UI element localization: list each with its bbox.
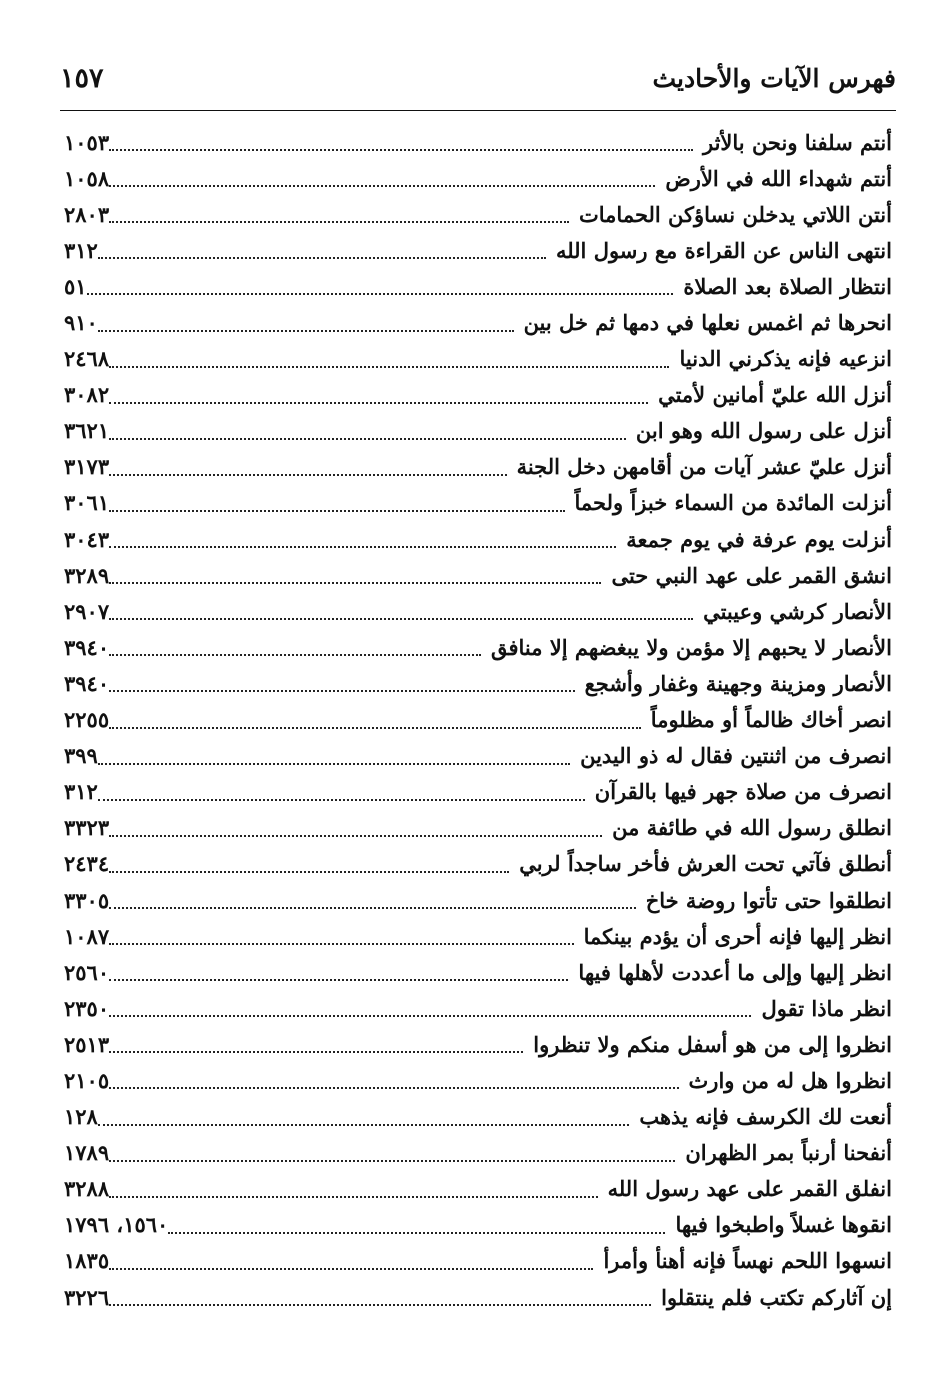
- dot-leader: [109, 1085, 678, 1089]
- entry-text: انتظار الصلاة بعد الصلاة: [683, 273, 892, 299]
- dot-leader: [109, 364, 669, 368]
- index-entry: [64, 810, 892, 846]
- index-entry: [64, 124, 892, 160]
- index-entry: [64, 232, 892, 268]
- index-list: [64, 124, 892, 1315]
- entry-reference-number: ٢٥١٣: [64, 1031, 110, 1057]
- entry-reference-number: ٣٣٠٥: [64, 887, 110, 913]
- entry-text: انطلق رسول الله في طائفة من: [612, 815, 892, 841]
- entry-text: الأنصار لا يحبهم إلا مؤمن ولا يبغضهم إلا منافق: [490, 634, 892, 660]
- entry-reference-number: ٣٢٢٦: [64, 1284, 110, 1310]
- entry-text: أنفحنا أرنباً بمر الظهران: [685, 1140, 892, 1166]
- entry-reference-number: ٢٥٦٠: [64, 959, 110, 985]
- entry-reference-number: ٣٩٩: [64, 743, 98, 769]
- entry-text: أنزلت يوم عرفة في يوم جمعة: [626, 526, 892, 552]
- index-entry: [64, 1279, 892, 1315]
- entry-reference-number: ٣١٢: [64, 779, 98, 805]
- index-entry: [64, 1062, 892, 1098]
- dot-leader: [98, 328, 514, 332]
- dot-leader: [109, 1266, 593, 1270]
- entry-text: انظر ماذا تقول: [761, 995, 892, 1021]
- entry-text: انصرف من صلاة جهر فيها بالقرآن: [594, 779, 892, 805]
- dot-leader: [109, 147, 693, 151]
- index-entry: [64, 449, 892, 485]
- page-number: ١٥٧: [60, 62, 104, 94]
- header-divider: [60, 110, 896, 111]
- dot-leader: [98, 255, 546, 259]
- index-entry: [64, 160, 892, 196]
- entry-text: انقوها غسلاً واطبخوا فيها: [675, 1212, 892, 1238]
- entry-text: إن آثاركم تكتب فلم ينتقلوا: [661, 1284, 892, 1310]
- dot-leader: [109, 472, 506, 476]
- index-entry: [64, 593, 892, 629]
- index-entry: [64, 485, 892, 521]
- entry-reference-number: ١٧٨٩: [64, 1140, 110, 1166]
- dot-leader: [168, 1230, 665, 1234]
- index-entry: [64, 1135, 892, 1171]
- entry-text: انفلق القمر على عهد رسول الله: [607, 1176, 892, 1202]
- entry-reference-number: ٣٢٨٨: [64, 1176, 110, 1202]
- index-entry: [64, 918, 892, 954]
- index-entry: [64, 557, 892, 593]
- entry-text: انزعيه فإنه يذكرني الدنيا: [679, 346, 892, 372]
- entry-reference-number: ٢٨٠٣: [64, 201, 110, 227]
- entry-reference-number: ٢١٠٥: [64, 1067, 110, 1093]
- index-entry: [64, 196, 892, 232]
- entry-text: أنتم سلفنا ونحن بالأثر: [702, 129, 892, 155]
- entry-reference-number: ٣١٢: [64, 237, 98, 263]
- dot-leader: [109, 869, 509, 873]
- dot-leader: [109, 1013, 751, 1017]
- entry-text: انصر أخاك ظالماً أو مظلوماً: [650, 707, 892, 733]
- entry-text: أنعت لك الكرسف فإنه يذهب: [639, 1104, 892, 1130]
- dot-leader: [109, 1049, 523, 1053]
- index-entry: [64, 268, 892, 304]
- entry-text: انتهى الناس عن القراءة مع رسول الله: [555, 237, 892, 263]
- entry-text: انظر إليها وإلى ما أعددت لأهلها فيها: [578, 959, 892, 985]
- dot-leader: [109, 183, 655, 187]
- entry-reference-number: ١٥٦٠، ١٧٩٦: [64, 1212, 169, 1238]
- index-entry: [64, 413, 892, 449]
- dot-leader: [109, 1158, 675, 1162]
- dot-leader: [109, 688, 574, 692]
- entry-reference-number: ٢٤٣٤: [64, 851, 110, 877]
- dot-leader: [109, 436, 626, 440]
- entry-reference-number: ٣٣٢٣: [64, 815, 110, 841]
- index-entry: [64, 1099, 892, 1135]
- entry-reference-number: ٣١٧٣: [64, 454, 110, 480]
- index-entry: [64, 1171, 892, 1207]
- index-entry: [64, 990, 892, 1026]
- index-entry: [64, 1243, 892, 1279]
- index-entry: [64, 521, 892, 557]
- index-entry: [64, 882, 892, 918]
- entry-reference-number: ٥١: [64, 273, 87, 299]
- index-entry: [64, 377, 892, 413]
- dot-leader: [109, 977, 568, 981]
- entry-text: انظروا إلى من هو أسفل منكم ولا تنظروا: [533, 1031, 892, 1057]
- dot-leader: [109, 941, 574, 945]
- entry-text: أنتن اللاتي يدخلن نساؤكن الحمامات: [579, 201, 892, 227]
- dot-leader: [109, 616, 693, 620]
- entry-reference-number: ٢٤٦٨: [64, 346, 110, 372]
- dot-leader: [98, 1122, 630, 1126]
- entry-reference-number: ٢٣٥٠: [64, 995, 110, 1021]
- entry-reference-number: ١٠٥٣: [64, 129, 110, 155]
- entry-reference-number: ٣٠٨٢: [64, 382, 110, 408]
- dot-leader: [87, 291, 674, 295]
- entry-reference-number: ١٠٥٨: [64, 165, 110, 191]
- entry-reference-number: ١٨٣٥: [64, 1248, 110, 1274]
- dot-leader: [109, 544, 616, 548]
- dot-leader: [109, 219, 569, 223]
- index-entry: [64, 1207, 892, 1243]
- entry-reference-number: ٣٦٢١: [64, 418, 110, 444]
- index-entry: [64, 774, 892, 810]
- dot-leader: [98, 797, 585, 801]
- page-title: فهرس الآيات والأحاديث: [652, 63, 896, 93]
- entry-reference-number: ٢٩٠٧: [64, 598, 110, 624]
- index-entry: [64, 702, 892, 738]
- page-header: [60, 58, 896, 98]
- index-entry: [64, 738, 892, 774]
- entry-text: انصرف من اثنتين فقال له ذو اليدين: [580, 743, 892, 769]
- entry-reference-number: ١٠٨٧: [64, 923, 110, 949]
- entry-reference-number: ٣٩٤٠: [64, 634, 110, 660]
- entry-text: انحرها ثم اغمس نعلها في دمها ثم خل بين: [523, 310, 892, 336]
- dot-leader: [98, 761, 570, 765]
- entry-text: أنزل الله عليّ أمانين لأمتي: [658, 382, 892, 408]
- index-entry: [64, 954, 892, 990]
- entry-reference-number: ٣٠٤٣: [64, 526, 110, 552]
- entry-reference-number: ٢٢٥٥: [64, 707, 110, 733]
- entry-text: انظر إليها فإنه أحرى أن يؤدم بينكما: [583, 923, 892, 949]
- entry-reference-number: ٩١٠: [64, 310, 98, 336]
- dot-leader: [109, 652, 481, 656]
- dot-leader: [109, 580, 601, 584]
- index-entry: [64, 304, 892, 340]
- entry-text: انظروا هل له من وارث: [688, 1067, 892, 1093]
- entry-text: أنزلت المائدة من السماء خبزاً ولحماً: [574, 490, 892, 516]
- entry-text: أنزل على رسول الله وهو ابن: [635, 418, 892, 444]
- entry-reference-number: ٣٩٤٠: [64, 670, 110, 696]
- entry-text: انسهوا اللحم نهساً فإنه أهنأ وأمرأ: [603, 1248, 892, 1274]
- entry-reference-number: ١٢٨: [64, 1104, 98, 1130]
- dot-leader: [109, 833, 602, 837]
- dot-leader: [109, 400, 648, 404]
- index-entry: [64, 341, 892, 377]
- index-entry: [64, 629, 892, 665]
- entry-reference-number: ٣٠٦١: [64, 490, 110, 516]
- index-entry: [64, 846, 892, 882]
- index-entry: [64, 665, 892, 701]
- entry-text: أنطلق فآتي تحت العرش فأخر ساجداً لربي: [519, 851, 892, 877]
- entry-reference-number: ٣٢٨٩: [64, 562, 110, 588]
- dot-leader: [109, 725, 641, 729]
- index-entry: [64, 1026, 892, 1062]
- dot-leader: [109, 508, 564, 512]
- entry-text: الأنصار ومزينة وجهينة وغفار وأشجع: [584, 670, 892, 696]
- entry-text: الأنصار كرشي وعيبتي: [703, 598, 892, 624]
- entry-text: انطلقوا حتى تأتوا روضة خاخ: [645, 887, 892, 913]
- entry-text: انشق القمر على عهد النبي حتى: [611, 562, 892, 588]
- entry-text: أنزل عليّ عشر آيات من أقامهن دخل الجنة: [516, 454, 892, 480]
- entry-text: أنتم شهداء الله في الأرض: [665, 165, 892, 191]
- dot-leader: [109, 905, 636, 909]
- dot-leader: [109, 1302, 651, 1306]
- dot-leader: [109, 1194, 597, 1198]
